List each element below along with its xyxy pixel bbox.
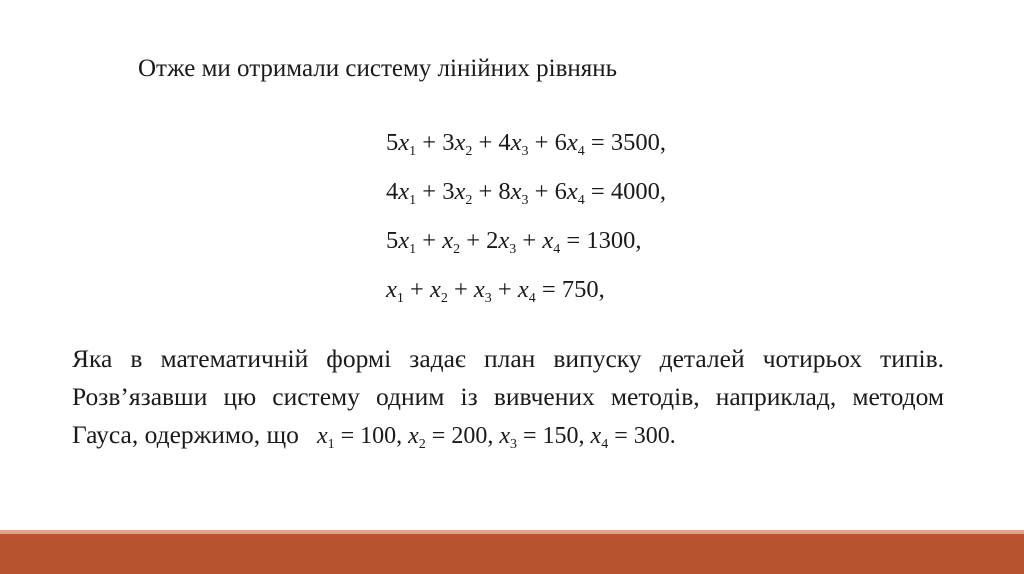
eq4-var-4: x [517, 276, 529, 303]
eq2-var-2: x [454, 178, 466, 205]
sol-var-2: x [408, 423, 419, 449]
paragraph-line-1: Яка в математичній формі задає план випуску деталей чотирьох типів. [72, 344, 944, 373]
eq1-rhs: 3500, [610, 129, 666, 156]
eq2-coef-2: 3 [442, 178, 455, 205]
paragraph-line-2: Розв’язавши цю систему одним із вивчених методів, наприклад, методом [72, 382, 944, 411]
eq2-sub-3: 3 [521, 193, 529, 208]
explanation-paragraph [72, 340, 944, 454]
eq1-var-1: x [398, 129, 410, 156]
eq3-var-2: x [442, 227, 454, 254]
eq3-var-3: x [498, 227, 510, 254]
equation-2: $4x_1 + 3x_2 + 8x_3 + 6x_4 = 4000$, [386, 178, 666, 208]
eq1-var-3: x [510, 129, 522, 156]
eq2-sub-1: 1 [409, 193, 417, 208]
eq4-rhs: 750, [561, 276, 605, 303]
eq2-coef-1: 4 [386, 178, 399, 205]
eq2-coef-4: 6 [554, 178, 567, 205]
eq4-sub-2: 2 [440, 291, 448, 306]
eq1-coef-1: 5 [386, 129, 399, 156]
eq3-coef-1: 5 [386, 227, 399, 254]
eq2-sub-4: 4 [577, 193, 585, 208]
eq1-sub-1: 1 [409, 144, 417, 159]
eq2-coef-3: 8 [498, 178, 511, 205]
eq3-rhs: 1300, [586, 227, 642, 254]
eq1-coef-4: 6 [554, 129, 567, 156]
eq3-sub-3: 3 [509, 242, 517, 257]
eq1-var-4: x [566, 129, 578, 156]
eq3-sub-4: 4 [553, 242, 561, 257]
eq1-sub-2: 2 [465, 144, 473, 159]
paragraph-line-3-text: Гауса, одержимо, що [72, 420, 299, 449]
slide-heading: Отже ми отримали систему лінійних рівнянь [138, 55, 618, 82]
eq4-var-2: x [429, 276, 441, 303]
sol-var-3: x [499, 423, 510, 449]
sol-value-3: 150 [542, 423, 579, 449]
equation-1: $5x_1 + 3x_2 + 4x_3 + 6x_4 = 3500$, [386, 129, 666, 159]
eq2-sub-2: 2 [465, 193, 473, 208]
sol-var-1: x [316, 423, 328, 449]
eq3-coef-3: 2 [486, 227, 499, 254]
eq1-sub-4: 4 [577, 144, 585, 159]
eq3-sub-1: 1 [409, 242, 417, 257]
sol-value-4: 300 [633, 423, 670, 449]
eq3-sub-2: 2 [453, 242, 461, 257]
equation-3: $5x_1 + x_2 + 2x_3 + x_4 = 1300$, [386, 227, 642, 257]
eq1-var-2: x [454, 129, 466, 156]
footer-accent-bar [0, 534, 1024, 574]
sol-sub-1: 1 [327, 437, 335, 452]
sol-value-1: 100 [360, 423, 397, 449]
eq2-rhs: 4000, [610, 178, 666, 205]
sol-sub-3: 3 [510, 437, 517, 452]
eq2-var-1: x [398, 178, 410, 205]
sol-sub-2: 2 [418, 437, 426, 452]
sol-sub-4: 4 [601, 437, 609, 452]
eq4-var-1: x [386, 276, 397, 303]
eq4-sub-4: 4 [528, 291, 536, 306]
eq2-var-4: x [566, 178, 578, 205]
eq1-sub-3: 3 [521, 144, 529, 159]
eq3-var-1: x [398, 227, 410, 254]
eq3-var-4: x [542, 227, 554, 254]
eq2-var-3: x [510, 178, 522, 205]
equation-system [386, 118, 666, 314]
eq1-coef-2: 3 [442, 129, 455, 156]
eq1-coef-3: 4 [498, 129, 511, 156]
paragraph-line-3 [72, 416, 944, 454]
eq4-sub-3: 3 [484, 291, 492, 306]
solution-formula: $x_1 = 100$, $x_2 = 200$, $x_3 = 150$, $x_4 = 300$. [316, 423, 676, 452]
sol-var-4: x [590, 423, 602, 449]
eq4-sub-1: 1 [396, 291, 404, 306]
eq4-var-3: x [473, 276, 485, 303]
equation-4: $x_1 + x_2 + x_3 + x_4 = 750$, [386, 276, 605, 306]
sol-value-2: 200 [451, 423, 488, 449]
